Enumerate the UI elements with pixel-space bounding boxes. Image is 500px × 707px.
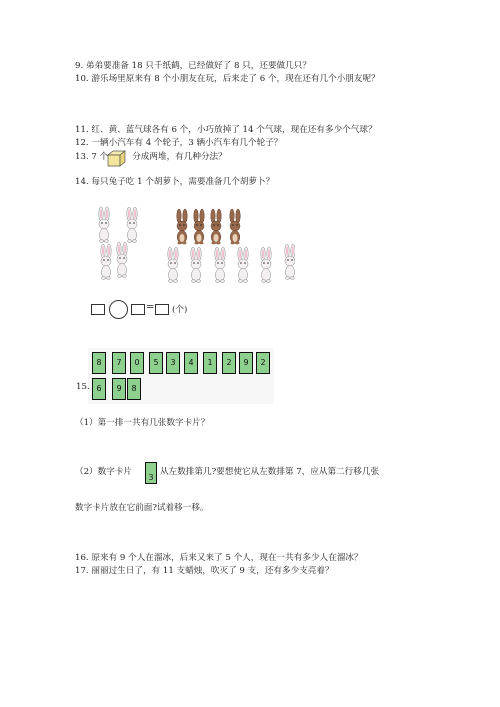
question-14: 14. 每只兔子吃 1 个胡萝卜，需要准备几个胡萝卜？ [75,177,275,187]
question-15-part-2-prefix: （2）数字卡片 [75,467,133,477]
number-card[interactable]: 9 [112,378,126,400]
brown-rabbit [230,209,240,244]
white-rabbit [285,244,295,279]
question-10: 10. 游乐场里原来有 8 个小朋友在玩，后来走了 6 个，现在还有几个小朋友呢？ [75,74,380,84]
operator-circle[interactable] [109,300,128,319]
number-card[interactable]: 2 [256,352,270,374]
number-card[interactable]: 1 [203,352,217,374]
number-card-inline[interactable]: 3 [145,462,157,484]
answer-box[interactable] [91,304,105,315]
number-card[interactable]: 7 [112,352,126,374]
white-rabbit [117,242,127,277]
number-card[interactable]: 0 [130,352,144,374]
question-11: 11. 红、黄、蓝气球各有 6 个，小巧放掉了 14 个气球，现在还有多少个气球？ [75,125,377,135]
question-13-prefix: 13. 7 个 [75,152,109,162]
number-card[interactable]: 8 [127,378,141,400]
number-card[interactable]: 4 [184,352,198,374]
brown-rabbit [177,209,187,244]
question-15-part-1: （1）第一排一共有几张数字卡片？ [75,418,210,428]
unit-label: (个) [172,305,188,315]
question-16: 16. 原来有 9 个人在溜冰，后来又来了 5 个人，现在一共有多少人在溜冰？ [75,553,363,563]
question-9: 9. 弟弟要准备 18 只千纸鹤，已经做好了 8 只，还要做几只？ [75,61,311,71]
cube-icon [106,150,128,168]
brown-rabbit [211,209,221,244]
question-15-part-2-suffix: 从左数排第几?要想使它从左数排第 7，应从第二行移几张 [160,467,380,477]
answer-box[interactable] [131,304,145,315]
white-rabbit [215,247,225,282]
white-rabbit [168,247,178,282]
number-card[interactable]: 5 [149,352,163,374]
number-card[interactable]: 6 [92,378,106,400]
number-card[interactable]: 3 [166,352,180,374]
question-12: 12. 一辆小汽车有 4 个轮子，3 辆小汽车有几个轮子？ [75,138,283,148]
number-card[interactable]: 9 [239,352,253,374]
question-15-part-2-line-2: 数字卡片放在它前面?试着移一移。 [75,503,209,513]
number-card[interactable]: 8 [92,352,106,374]
rabbit-illustration [85,205,295,293]
question-13-suffix: 分成两堆，有几种分法？ [132,152,227,162]
equals-sign: = [146,302,155,313]
white-rabbit [261,247,271,282]
answer-box[interactable] [155,304,169,315]
white-rabbit [99,207,109,242]
white-rabbit [238,247,248,282]
white-rabbit [127,207,137,242]
white-rabbit [191,247,201,282]
brown-rabbit [194,209,204,244]
question-17: 17. 丽丽过生日了，有 11 支蜡烛，吹灭了 9 支，还有多少支亮着？ [75,566,334,576]
number-card[interactable]: 2 [222,352,236,374]
question-15-number: 15. [76,382,90,392]
question-13 [75,151,227,163]
white-rabbit [101,244,111,279]
